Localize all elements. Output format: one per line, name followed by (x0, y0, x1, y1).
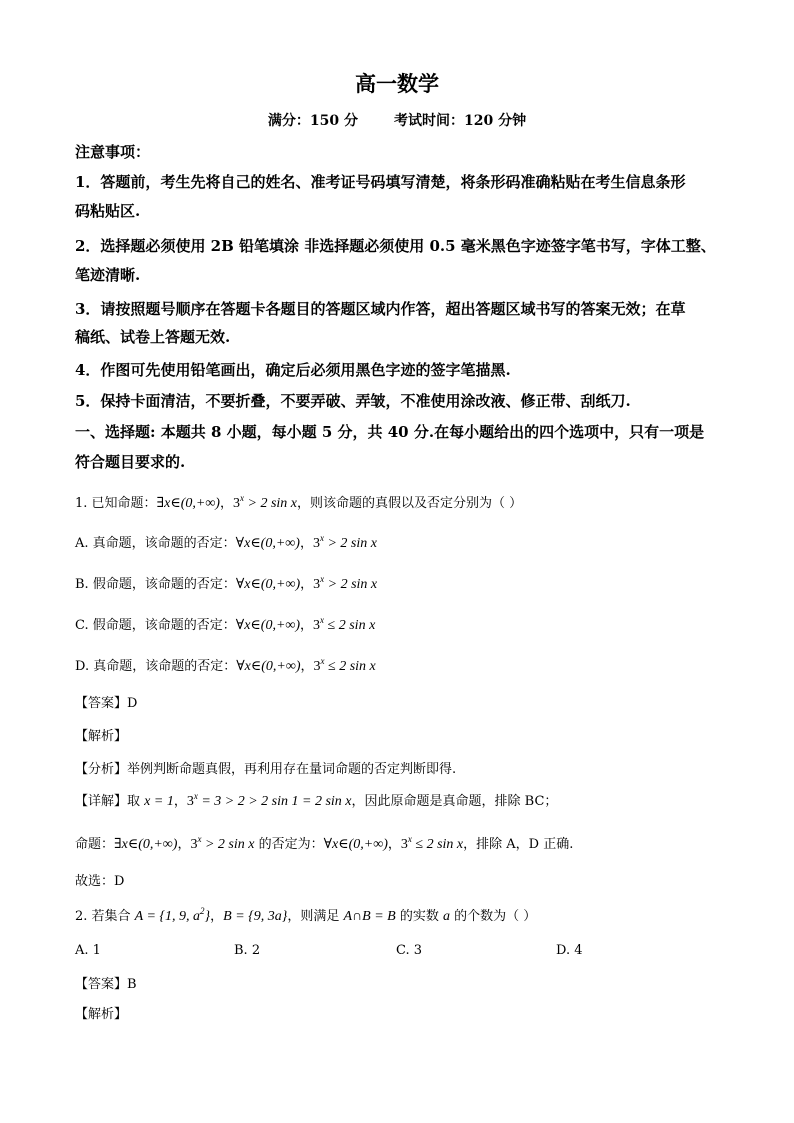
note-2-line-1: 2．选择题必须使用 2B 铅笔填涂 非选择题必须使用 0.5 毫米黑色字迹签字笔书写，字体工整、 (75, 237, 716, 255)
q2-set-b: B = {9, 3a} (223, 909, 288, 924)
section-1-line-2: 符合题目要求的. (75, 453, 186, 471)
exam-time: 考试时间：120 分钟 (394, 113, 527, 129)
q2-option-b: B. 2 (234, 943, 261, 958)
q2-set-a: A = {1, 9, $a^2$} (134, 906, 211, 924)
note-2-line-2: 笔迹清晰. (75, 266, 141, 284)
q2-option-d: D. 4 (556, 943, 583, 958)
q2-option-a: A. 1 (75, 943, 101, 958)
note-1-line-2: 码粘贴区. (75, 202, 141, 220)
q2-stem: 2. 若集合 A = {1, 9, $a^2$}，B = {9, 3a}，则满足 A∩B = B 的实数 a 的个数为（ ） (75, 906, 537, 924)
q1-option-d: D. 真命题，该命题的否定：∀x∈(0,+∞)，$3^x \le 2$ sin x (75, 656, 376, 674)
q1-fenxi: 【分析】举例判断命题真假，再利用存在量词命题的否定判断即得. (75, 762, 457, 777)
q1-stem: 1. 已知命题：∃x∈(0,+∞)，$3^x > 2$ sin x，则该命题的真假以及否定分别为（ ） (75, 493, 523, 511)
note-1-line-1: 1．答题前，考生先将自己的姓名、准考证号码填写清楚，将条形码准确粘贴在考生信息条形 (75, 173, 686, 191)
q1-analysis-tag: 【解析】 (75, 729, 128, 744)
q2-condition: A∩B = B (343, 909, 396, 924)
q1-exists: ∃x∈(0,+∞) (156, 496, 220, 511)
note-4: 4．作图可先使用铅笔画出，确定后必须用黑色字迹的签字笔描黑. (75, 361, 511, 379)
q2-analysis-tag: 【解析】 (75, 1007, 128, 1022)
q1-option-b: B. 假命题，该命题的否定：∀x∈(0,+∞)，$3^x > 2$ sin x (75, 574, 378, 592)
q1-option-c: C. 假命题，该命题的否定：∀x∈(0,+∞)，$3^x \le 2$ sin x (75, 615, 376, 633)
q1-ineq: $3^x > 2$ sin x (233, 493, 297, 511)
page-title: 高一数学 (355, 71, 439, 96)
q1-option-a: A. 真命题，该命题的否定：∀x∈(0,+∞)，$3^x > 2$ sin x (75, 533, 377, 551)
q1-detail: 【详解】取 x = 1，$3^x = 3 > 2 > 2$ sin 1 = 2 sin x，因此原命题是真命题，排除 BC； (75, 791, 558, 809)
note-3-line-2: 稿纸、试卷上答题无效. (75, 328, 231, 346)
full-score: 满分：150 分 (267, 113, 358, 129)
q1-negation: 命题：∃x∈(0,+∞)，$3^x > 2$ sin x 的否定为：∀x∈(0,+∞)，$3^x \le 2$ sin x，排除 A，D 正确. (75, 834, 574, 852)
notes-heading: 注意事项： (75, 143, 151, 161)
q1-choice: 故选：D (75, 874, 125, 889)
note-5: 5．保持卡面清洁，不要折叠，不要弄破、弄皱，不准使用涂改液、修正带、刮纸刀. (75, 392, 631, 410)
q2-answer: 【答案】B (75, 977, 137, 992)
q1-answer: 【答案】D (75, 696, 138, 711)
exam-meta (0, 110, 794, 130)
section-1-line-1: 一、选择题: 本题共 8 小题，每小题 5 分，共 40 分.在每小题给出的四个选项中，只有一项是 (75, 423, 705, 441)
note-3-line-1: 3．请按照题号顺序在答题卡各题目的答题区域内作答，超出答题区域书写的答案无效；在草 (75, 300, 686, 318)
q2-option-c: C. 3 (396, 943, 423, 958)
